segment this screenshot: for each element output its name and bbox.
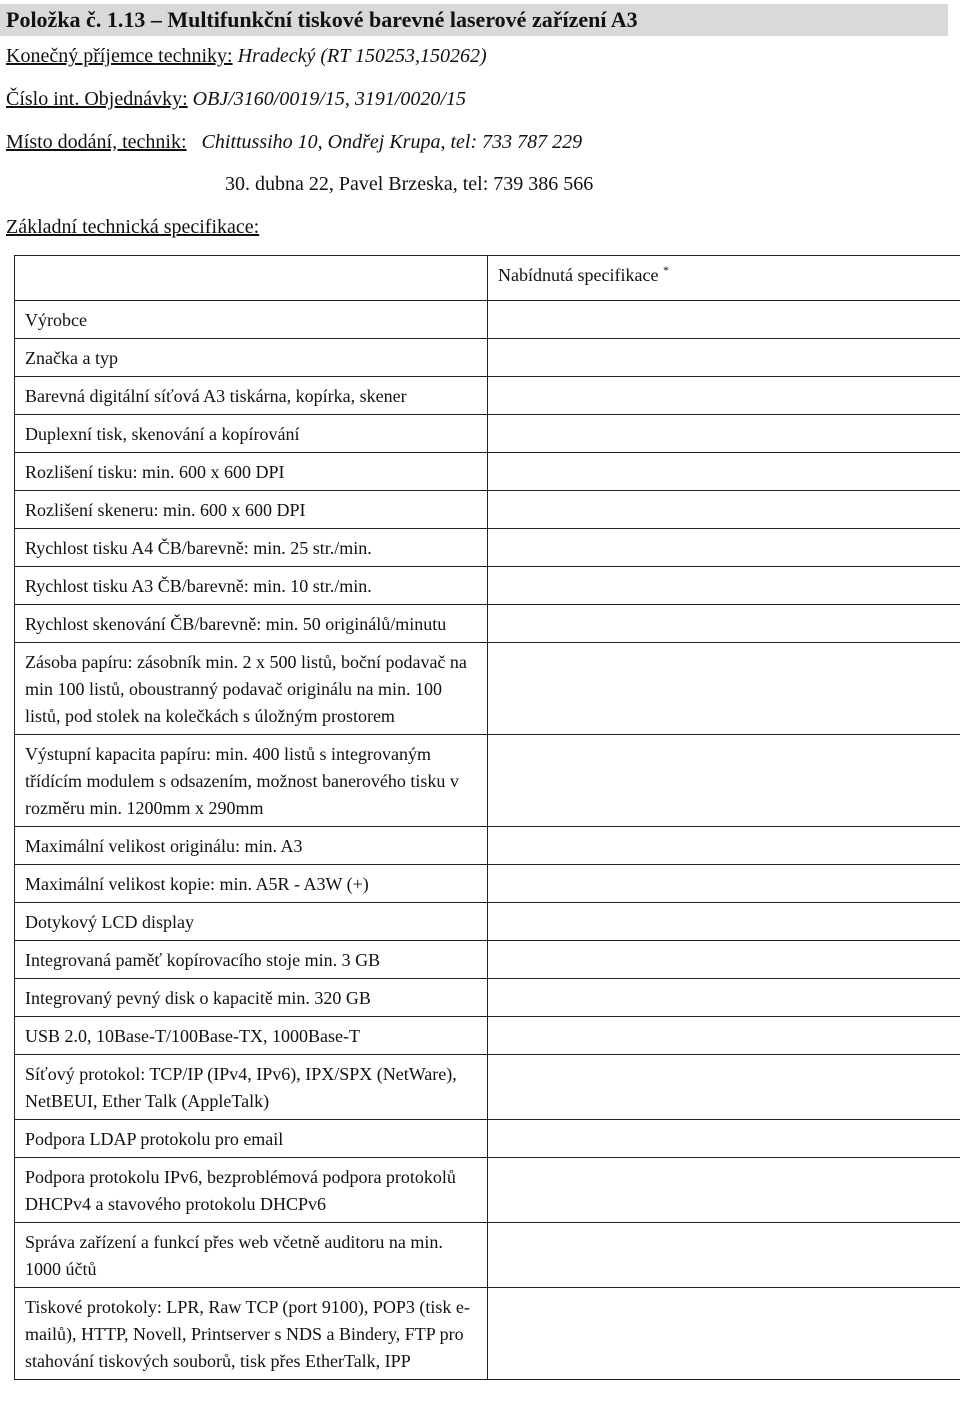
order-line (6, 87, 466, 111)
offered-value-cell[interactable] (488, 491, 960, 529)
recipient-line (6, 44, 487, 68)
offered-value-cell[interactable] (488, 827, 960, 865)
offered-spec-header (488, 256, 960, 301)
offered-value-cell[interactable] (488, 1017, 960, 1055)
offered-value-cell[interactable] (488, 415, 960, 453)
recipient-label: Konečný příjemce techniky: (6, 45, 233, 67)
spec-table (14, 255, 960, 1380)
requirement-cell: Rychlost tisku A3 ČB/barevně: min. 10 str./min. (15, 567, 488, 605)
requirement-cell: Rychlost skenování ČB/barevně: min. 50 originálů/minutu (15, 605, 488, 643)
offered-value-cell[interactable] (488, 941, 960, 979)
table-row (15, 643, 960, 735)
offered-value-cell[interactable] (488, 865, 960, 903)
recipient-value: Hradecký (RT 150253,150262) (232, 45, 487, 67)
requirement-cell: Rozlišení skeneru: min. 600 x 600 DPI (15, 491, 488, 529)
table-row (15, 377, 960, 415)
requirement-cell: Dotykový LCD display (15, 903, 488, 941)
requirement-cell: Maximální velikost kopie: min. A5R - A3W (+) (15, 865, 488, 903)
table-row (15, 1223, 960, 1288)
table-row (15, 491, 960, 529)
table-row (15, 941, 960, 979)
offered-value-cell[interactable] (488, 979, 960, 1017)
header-left-cell (15, 256, 488, 301)
table-row (15, 453, 960, 491)
table-row (15, 735, 960, 827)
order-label: Číslo int. Objednávky: (6, 88, 188, 110)
table-row (15, 827, 960, 865)
table-row (15, 903, 960, 941)
table-row (15, 301, 960, 339)
order-value: OBJ/3160/0019/15, 3191/0020/15 (187, 88, 466, 110)
offered-value-cell[interactable] (488, 529, 960, 567)
requirement-cell: Síťový protokol: TCP/IP (IPv4, IPv6), IPX/SPX (NetWare), NetBEUI, Ether Talk (AppleTalk) (15, 1055, 488, 1120)
table-row (15, 529, 960, 567)
item-title-bar (0, 4, 948, 36)
requirement-cell: USB 2.0, 10Base-T/100Base-TX, 1000Base-T (15, 1017, 488, 1055)
offered-value-cell[interactable] (488, 567, 960, 605)
table-row (15, 1158, 960, 1223)
table-row (15, 1288, 960, 1380)
offered-value-cell[interactable] (488, 1288, 960, 1380)
requirement-cell: Rozlišení tisku: min. 600 x 600 DPI (15, 453, 488, 491)
offered-value-cell[interactable] (488, 643, 960, 735)
delivery-value-2: 30. dubna 22, Pavel Brzeska, tel: 739 386 566 (225, 173, 594, 195)
table-row (15, 1055, 960, 1120)
requirement-cell: Duplexní tisk, skenování a kopírování (15, 415, 488, 453)
table-row (15, 567, 960, 605)
requirement-cell: Výstupní kapacita papíru: min. 400 listů s integrovaným třídícím modulem s odsazením, možnost banerového tisku v rozměru min. 1200mm x 290mm (15, 735, 488, 827)
requirement-cell: Barevná digitální síťová A3 tiskárna, kopírka, skener (15, 377, 488, 415)
table-header-row (15, 256, 960, 301)
offered-value-cell[interactable] (488, 1223, 960, 1288)
offered-value-cell[interactable] (488, 735, 960, 827)
table-row (15, 1017, 960, 1055)
offered-value-cell[interactable] (488, 1158, 960, 1223)
table-row (15, 865, 960, 903)
delivery-line (6, 130, 582, 154)
requirement-cell: Správa zařízení a funkcí přes web včetně auditoru na min. 1000 účtů (15, 1223, 488, 1288)
table-row (15, 415, 960, 453)
requirement-cell: Značka a typ (15, 339, 488, 377)
offered-value-cell[interactable] (488, 339, 960, 377)
requirement-cell: Tiskové protokoly: LPR, Raw TCP (port 9100), POP3 (tisk e-mailů), HTTP, Novell, Printserver s NDS a Bindery, FTP pro stahování tiskových souborů, tisk přes EtherTalk, IPP (15, 1288, 488, 1380)
offered-value-cell[interactable] (488, 301, 960, 339)
table-row (15, 605, 960, 643)
delivery-label: Místo dodání, technik: (6, 131, 187, 153)
offered-spec-mark: * (662, 263, 669, 277)
requirement-cell: Maximální velikost originálu: min. A3 (15, 827, 488, 865)
item-title: Položka č. 1.13 – Multifunkční tiskové barevné laserové zařízení A3 (6, 7, 638, 32)
offered-value-cell[interactable] (488, 453, 960, 491)
offered-value-cell[interactable] (488, 605, 960, 643)
requirement-cell: Integrovaný pevný disk o kapacitě min. 320 GB (15, 979, 488, 1017)
offered-value-cell[interactable] (488, 377, 960, 415)
offered-value-cell[interactable] (488, 903, 960, 941)
offered-spec-label: Nabídnutá specifikace (498, 265, 659, 285)
delivery-value: Chittussiho 10, Ondřej Krupa, tel: 733 787 229 (201, 131, 583, 153)
offered-value-cell[interactable] (488, 1055, 960, 1120)
table-row (15, 979, 960, 1017)
spec-heading: Základní technická specifikace: (6, 216, 260, 238)
requirement-cell: Výrobce (15, 301, 488, 339)
table-row (15, 339, 960, 377)
requirement-cell: Integrovaná paměť kopírovacího stoje min. 3 GB (15, 941, 488, 979)
table-row (15, 1120, 960, 1158)
requirement-cell: Zásoba papíru: zásobník min. 2 x 500 listů, boční podavač na min 100 listů, oboustranný podavač originálu na min. 100 listů, pod stolek na kolečkách s úložným prostorem (15, 643, 488, 735)
requirement-cell: Podpora LDAP protokolu pro email (15, 1120, 488, 1158)
requirement-cell: Rychlost tisku A4 ČB/barevně: min. 25 str./min. (15, 529, 488, 567)
offered-value-cell[interactable] (488, 1120, 960, 1158)
requirement-cell: Podpora protokolu IPv6, bezproblémová podpora protokolů DHCPv4 a stavového protokolu DHCPv6 (15, 1158, 488, 1223)
